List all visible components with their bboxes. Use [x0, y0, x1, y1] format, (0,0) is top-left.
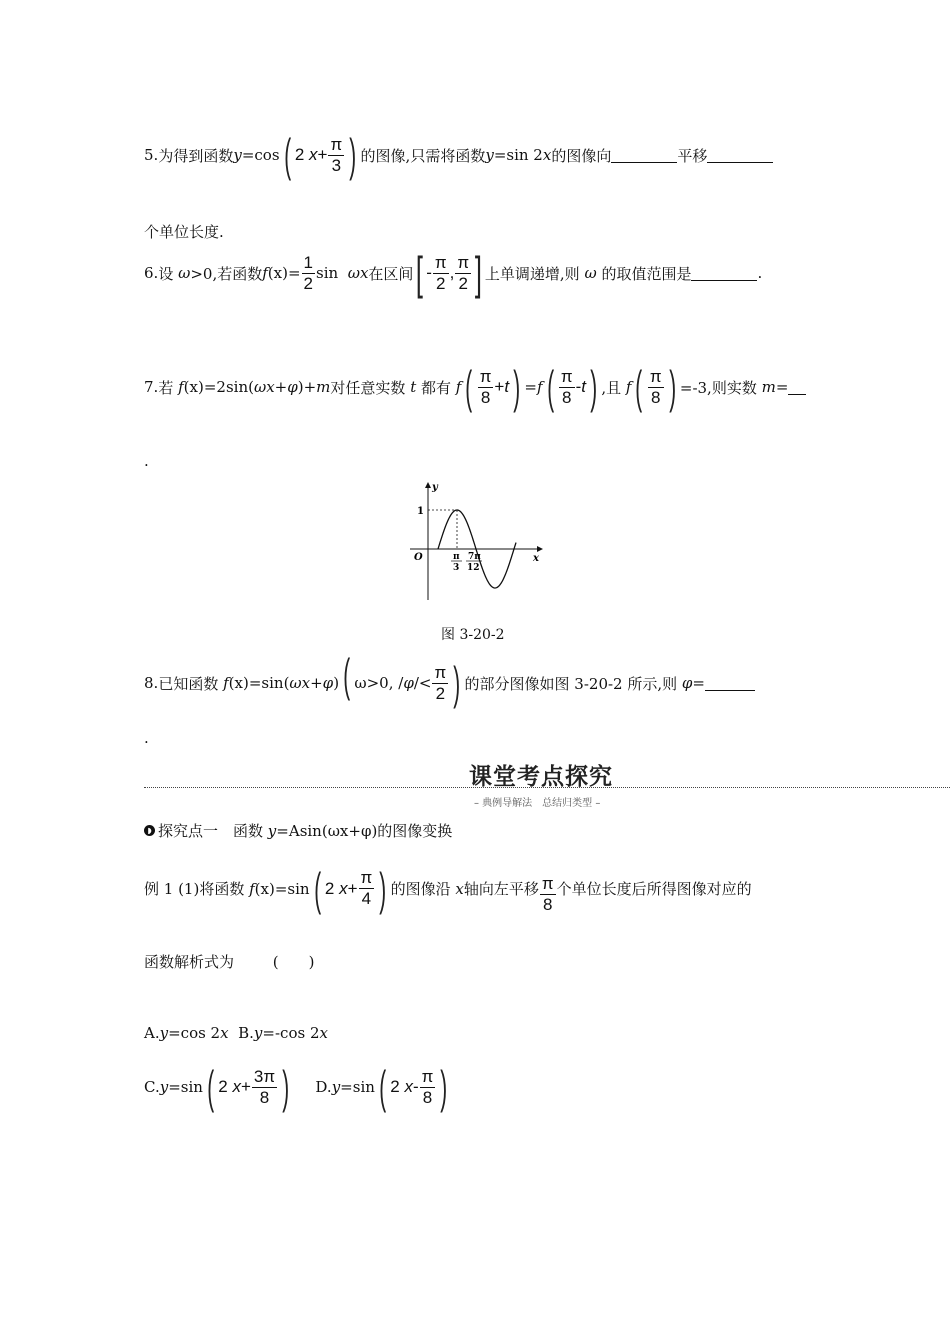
fraction [559, 367, 575, 408]
var-m: m [316, 378, 331, 396]
operator: - [575, 377, 582, 396]
option-label: D. [315, 1078, 332, 1096]
question-number: 6. [144, 264, 159, 282]
denominator: 8 [259, 1087, 270, 1107]
denominator: 3 [331, 155, 342, 175]
parenthesized-expression: ( $\frac{\pi}{8}$ ) [635, 361, 676, 413]
question-7 [144, 361, 806, 413]
denominator: 8 [562, 387, 572, 407]
y-tick-label: 1 [417, 506, 424, 517]
var-f: f [178, 378, 184, 396]
sine-graph-figure [404, 478, 554, 604]
question-text: 为得到函数 [158, 146, 234, 165]
denominator: 2 [458, 273, 468, 293]
var-t: t [504, 377, 510, 396]
condition-text: ω>0, / [354, 674, 404, 692]
section-heading [144, 820, 452, 841]
answer-blank[interactable] [788, 380, 806, 395]
banner-subtitle: – 典例导解法 总结归类型 – [474, 798, 601, 809]
equation-text: ) [333, 674, 340, 692]
parenthesized-expression: ( $\frac{\pi}{8}$ - t ) [546, 361, 598, 413]
question-text: 的图像,只需将函数 [360, 146, 486, 165]
operator: + [347, 878, 358, 898]
fraction-half [302, 253, 315, 294]
parenthesized-expression: ( 2 x + $\frac{\pi}{3}$ ) [283, 129, 357, 181]
var-f: f [262, 264, 268, 282]
var-x: x [359, 264, 369, 282]
section-title: 探究点一 函数 [158, 822, 264, 840]
question-text: 的部分图像如图 3-20-2 所示,则 [464, 674, 678, 693]
option-expr: =-cos 2 [262, 1024, 320, 1042]
question-text: 平移 [677, 146, 708, 165]
question-8 [144, 649, 755, 709]
var-x: x [319, 1024, 328, 1042]
var-t: t [410, 378, 417, 396]
var-f: f [249, 879, 255, 898]
var-t: t [581, 377, 587, 396]
operator: - [412, 1077, 419, 1096]
fraction [420, 1067, 436, 1108]
var-omega: ω [347, 264, 360, 282]
fraction [648, 367, 664, 408]
numerator: π [541, 874, 554, 893]
option-expr: =cos 2 [168, 1024, 221, 1042]
numerator: π [434, 252, 447, 272]
minus: - [426, 263, 432, 282]
option-label: A. [144, 1024, 160, 1042]
equals: = [287, 264, 301, 282]
answer-blank[interactable] [611, 148, 677, 163]
x-tick2-den: 12 [467, 563, 480, 573]
option-expr: =sin [168, 1078, 203, 1096]
numerator: π [457, 252, 470, 272]
denominator: 8 [480, 387, 491, 407]
option-d[interactable] [315, 1061, 451, 1113]
question-text: >0,若函数 [190, 264, 263, 283]
operator: + [240, 1077, 251, 1096]
parenthesized-expression: ( $\frac{\pi}{8}$ + t ) [465, 361, 521, 413]
var-y: y [485, 146, 494, 164]
var-y: y [233, 146, 242, 164]
fraction [478, 367, 494, 408]
coef: 2 [218, 1077, 228, 1096]
answer-blank[interactable] [691, 266, 757, 281]
var-y: y [267, 821, 277, 840]
comma: , [449, 263, 455, 282]
period: . [757, 264, 763, 282]
condition-group: ( ω>0, / φ /< $\frac{\pi}{2}$ ) [343, 649, 461, 709]
fraction [433, 253, 449, 294]
denominator: 2 [436, 273, 446, 293]
equation-text: =2sin( [203, 378, 254, 396]
fraction [252, 1067, 277, 1108]
denominator: 8 [543, 895, 553, 914]
denominator: 8 [422, 1087, 433, 1107]
var-omega: ω [584, 264, 597, 282]
sin-text: sin [316, 264, 339, 282]
option-label: B. [238, 1024, 254, 1042]
numerator: π [560, 366, 573, 386]
equation-text: )+ [297, 378, 317, 396]
denominator: 2 [435, 683, 446, 703]
question-text: 函数解析式为 [144, 953, 235, 971]
option-label: C. [144, 1078, 160, 1096]
example-1-line2 [144, 951, 315, 972]
section-marker-icon: ◗ [144, 825, 155, 836]
fraction [359, 868, 375, 909]
fraction [455, 253, 471, 294]
var-phi: φ [403, 674, 414, 692]
question-text: 若 [158, 378, 174, 397]
equation-text: =sin [274, 879, 310, 898]
fraction [328, 135, 344, 176]
numerator: 3π [253, 1066, 276, 1086]
coef: 2 [390, 1077, 400, 1096]
question-text: 已知函数 [158, 674, 219, 693]
var-y: y [331, 1078, 341, 1096]
question-number: 7. [144, 378, 159, 396]
fraction [432, 663, 448, 704]
question-number: 8. [144, 674, 159, 692]
numerator: 1 [303, 252, 314, 272]
numerator: π [434, 662, 447, 682]
var-omega: ω [178, 264, 191, 282]
question-text: 设 [158, 264, 174, 283]
example-1 [144, 862, 752, 915]
option-expr: =sin [340, 1078, 375, 1096]
numerator: π [330, 134, 343, 154]
origin-label: O [414, 552, 423, 563]
question-6 [144, 247, 763, 299]
expr-omega-x-phi: ωx+φ [289, 674, 334, 692]
numerator: π [479, 366, 492, 386]
function-arg: (x) [254, 879, 275, 898]
var-x: x [309, 145, 318, 164]
operator: + [317, 145, 328, 164]
question-text: 都有 [421, 378, 452, 397]
denominator: 4 [361, 889, 372, 908]
var-x: x [220, 1024, 229, 1042]
function-arg: (x) [267, 264, 288, 282]
x-tick1-den: 3 [453, 563, 460, 573]
denominator: 8 [650, 387, 661, 407]
coef: 2 [324, 878, 335, 898]
expr-omega-x-phi: ωx+φ [253, 378, 298, 396]
answer-paren[interactable]: ( ) [272, 953, 315, 971]
question-text: 的图像沿 [390, 880, 451, 898]
numerator: π [649, 366, 662, 386]
operator: + [494, 377, 505, 396]
question-text: 轴向左平移 [463, 880, 539, 898]
answer-blank[interactable] [705, 676, 755, 691]
question-5-line1 [144, 129, 773, 181]
fraction [540, 874, 556, 915]
option-c[interactable] [144, 1061, 293, 1113]
question-text: 上单调递增,则 [484, 264, 580, 283]
parenthesized-expression: ( 2 x + $\frac{\pi}{4}$ ) [313, 862, 387, 915]
var-y: y [253, 1024, 263, 1042]
parenthesized-expression: ( 2 x + $\frac{3\pi}{8}$ ) [207, 1061, 290, 1113]
var-x: x [542, 146, 552, 164]
question-7-period: . [144, 452, 149, 470]
denominator: 2 [303, 273, 314, 293]
equation-text: =sin 2 [493, 146, 543, 164]
condition-text: /< [413, 674, 432, 692]
coef: 2 [294, 145, 305, 164]
var-y: y [159, 1024, 169, 1042]
var-x: x [404, 1077, 413, 1096]
banner-title: 课堂考点探究 [469, 764, 613, 790]
options-cd [144, 1061, 452, 1113]
numerator: π [360, 868, 373, 887]
var-m: m [761, 378, 776, 396]
interval: [ - $\frac{\pi}{2}$ , $\frac{\pi}{2}$ ] [416, 247, 482, 299]
var-f: f [537, 378, 543, 396]
var-f: f [223, 674, 229, 692]
var-f: f [625, 378, 632, 396]
var-x: x [339, 878, 348, 898]
parenthesized-expression: ( 2 x - $\frac{\pi}{8}$ ) [379, 1061, 448, 1113]
question-text: 的图像向 [551, 146, 612, 165]
equals: = [775, 378, 789, 396]
x-tick1-num: π [453, 552, 460, 562]
var-x: x [232, 1077, 241, 1096]
option-a[interactable] [144, 1024, 229, 1042]
x-tick2-num: 7π [468, 552, 481, 562]
figure-caption: 图 3-20-2 [441, 627, 505, 643]
question-text: =-3,则实数 [679, 378, 757, 397]
function-arg: (x) [183, 378, 204, 396]
equation-text: =cos [241, 146, 280, 164]
equation-text: =A [276, 821, 300, 840]
equals: = [524, 378, 537, 396]
option-b[interactable] [238, 1024, 328, 1042]
options-ab [144, 1024, 328, 1042]
var-x: x [455, 879, 464, 898]
var-y: y [159, 1078, 169, 1096]
y-axis-label: y [432, 482, 438, 493]
question-text: ,且 [601, 378, 622, 397]
question-text: 个单位长度后所得图像对应的 [556, 880, 752, 898]
question-number: 5. [144, 146, 159, 164]
question-text: 的取值范围是 [601, 264, 692, 283]
question-8-period: . [144, 729, 149, 747]
function-arg: (x) [228, 674, 249, 692]
example-label: 例 1 (1)将函数 [144, 880, 245, 898]
question-text: 在区间 [368, 264, 414, 283]
var-phi-equals: φ= [681, 674, 705, 692]
numerator: π [421, 1066, 434, 1086]
section-title-rest: sin(ωx+φ)的图像变换 [299, 822, 453, 840]
answer-blank[interactable] [707, 148, 773, 163]
var-f: f [455, 378, 462, 396]
equation-text: =sin( [248, 674, 290, 692]
question-text: 对任意实数 [330, 378, 406, 397]
x-axis-label: x [533, 553, 539, 564]
question-5-line2: 个单位长度. [144, 223, 224, 241]
